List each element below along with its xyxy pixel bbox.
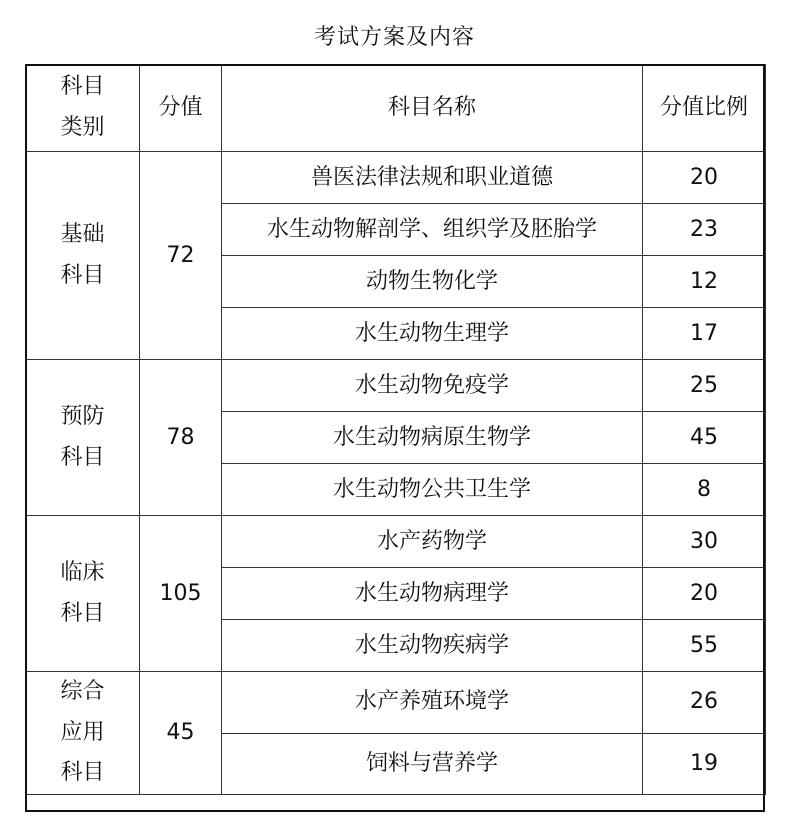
category-label: 综合 应用 科目 <box>60 679 105 786</box>
header-ratio <box>643 65 766 152</box>
subject-name-cell <box>222 412 643 464</box>
category-cell <box>26 672 140 795</box>
score-cell <box>140 360 222 516</box>
score-cell <box>140 152 222 360</box>
score-cell <box>140 516 222 672</box>
document-title: 考试方案及内容 <box>313 25 475 50</box>
subject-name: 饲料与营养学 <box>365 750 498 776</box>
subject-name: 水产药物学 <box>376 528 487 554</box>
ratio-cell <box>643 204 766 256</box>
score-value: 105 <box>159 580 202 606</box>
header-row <box>26 65 766 152</box>
ratio-cell <box>643 308 766 360</box>
ratio-cell <box>643 568 766 620</box>
subject-name: 水生动物公共卫生学 <box>332 476 531 502</box>
subject-name-cell <box>222 516 643 568</box>
header-category-label: 科目 类别 <box>60 74 105 140</box>
category-label: 基础 科目 <box>60 221 105 288</box>
subject-name-cell <box>222 360 643 412</box>
subject-name-cell <box>222 672 643 734</box>
ratio-value: 12 <box>690 268 718 294</box>
subject-name: 水生动物解剖学、组织学及胚胎学 <box>266 216 597 242</box>
subject-name: 兽医法律法规和职业道德 <box>310 164 553 190</box>
subject-name: 水生动物免疫学 <box>354 372 509 398</box>
subject-name-cell <box>222 620 643 672</box>
subject-name: 水生动物疾病学 <box>354 632 509 658</box>
category-label: 临床 科目 <box>60 559 105 626</box>
ratio-cell <box>643 516 766 568</box>
ratio-value: 23 <box>690 216 718 242</box>
subject-name-cell <box>222 733 643 795</box>
ratio-value: 17 <box>690 320 718 346</box>
subject-name-cell <box>222 152 643 204</box>
ratio-value: 8 <box>697 476 711 502</box>
score-value: 72 <box>166 242 195 268</box>
header-subject <box>222 65 643 152</box>
ratio-cell <box>643 733 766 795</box>
header-score-label: 分值 <box>158 95 203 121</box>
category-label: 预防 科目 <box>60 403 105 470</box>
ratio-value: 45 <box>690 424 718 450</box>
subject-name: 水生动物病原生物学 <box>332 424 531 450</box>
table-row <box>26 152 766 204</box>
subject-name: 水产养殖环境学 <box>354 689 509 715</box>
ratio-cell <box>643 672 766 734</box>
header-category <box>26 65 140 152</box>
ratio-value: 20 <box>690 580 718 606</box>
category-cell <box>26 360 140 516</box>
ratio-cell <box>643 412 766 464</box>
subject-name-cell <box>222 308 643 360</box>
ratio-cell <box>643 464 766 516</box>
header-ratio-label: 分值比例 <box>659 95 748 121</box>
subject-name: 水生动物病理学 <box>354 580 509 606</box>
category-cell <box>26 516 140 672</box>
table-row <box>26 516 766 568</box>
exam-plan-table <box>25 64 766 795</box>
subject-name: 水生动物生理学 <box>354 320 509 346</box>
ratio-value: 30 <box>690 528 718 554</box>
table-body <box>26 65 766 795</box>
ratio-cell <box>643 256 766 308</box>
header-subject-label: 科目名称 <box>387 95 476 121</box>
category-cell <box>26 152 140 360</box>
table-row <box>26 360 766 412</box>
subject-name-cell <box>222 204 643 256</box>
ratio-value: 26 <box>690 689 718 715</box>
ratio-cell <box>643 152 766 204</box>
subject-name-cell <box>222 256 643 308</box>
score-cell <box>140 672 222 795</box>
subject-name: 动物生物化学 <box>365 268 498 294</box>
ratio-value: 25 <box>690 372 718 398</box>
ratio-value: 20 <box>690 164 718 190</box>
ratio-cell <box>643 620 766 672</box>
score-value: 45 <box>166 720 195 746</box>
table-row <box>26 672 766 734</box>
score-value: 78 <box>166 424 195 450</box>
header-score <box>140 65 222 152</box>
subject-name-cell <box>222 568 643 620</box>
subject-name-cell <box>222 464 643 516</box>
ratio-value: 19 <box>690 750 718 776</box>
ratio-cell <box>643 360 766 412</box>
ratio-value: 55 <box>690 632 718 658</box>
